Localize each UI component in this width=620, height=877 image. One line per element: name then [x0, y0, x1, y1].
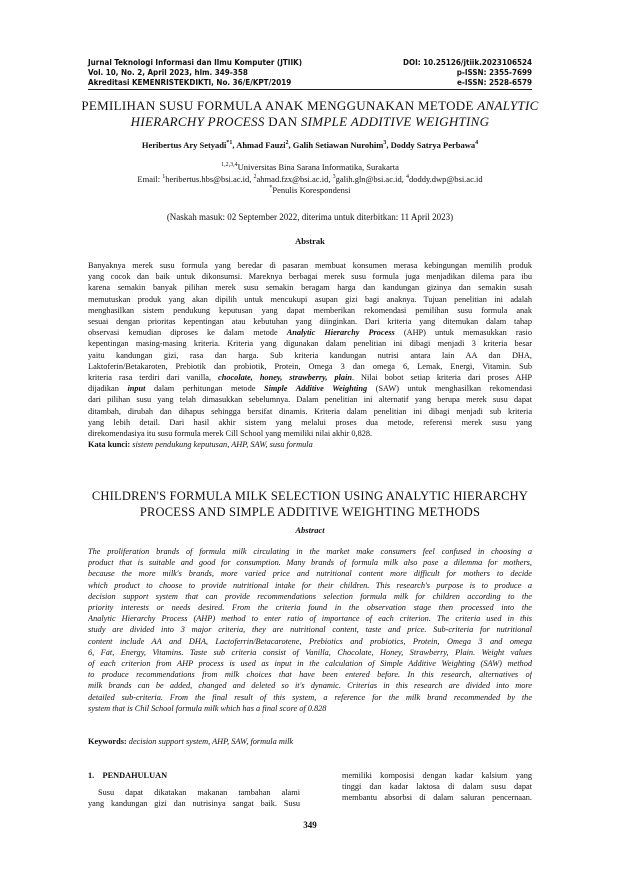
abstrak-line: Laktoferin/Betakaroten, Prebiotik dan probiotik, Protein, Omega 3 dan omega 6, Lemak, Energi, Vitamin. Sub [88, 361, 532, 371]
intro-line: membantu absorbsi di dalam saluran pencernaan. [342, 793, 532, 803]
journal-eissn: e-ISSN: 2528-6579 [456, 78, 532, 87]
abstrak-line: kriteria rasa terdiri dari vanilla, chocolate, honey, strawberry, plain. Nilai bobot setiap kriteria dari proses AHP [88, 373, 532, 383]
corresponding-text: Penulis Korespondensi [272, 184, 351, 195]
author-name: Doddy Satrya Perbawa [390, 140, 476, 150]
intro-line: tinggi dan kadar laktosa di dalam susu dapat [342, 782, 532, 792]
intro-heading-num: 1. [88, 771, 95, 780]
author-name: Galih Setiawan Nurohim [292, 140, 384, 150]
keywords-text: decision support system, AHP, SAW, formula milk [128, 737, 294, 746]
abstrak-line: dari pilihan susu yang telah dimasukkan sebelumnya. Dalam penelitian ini alternatif yang berupa merek susu dapat [88, 395, 532, 405]
abstrak-line: direkomendasiya itu susu formula merek Cill School yang memiliki nilai akhir 0,828. [88, 429, 373, 439]
abstrak-line: dijadikan input dalam perhitungan metode Simple Additive Weighting (SAW) untuk menghasilkan rekomendasi [88, 384, 532, 394]
abstrak-heading: Abstrak [295, 236, 325, 246]
email-sup: 3 [332, 174, 336, 180]
abstract-line: content include AA and DHA, Lactoferrin/Betacarotene, Prebiotics and probiotics, Protein, Omega 3 and omega [88, 636, 532, 646]
journal-header-right [403, 58, 532, 88]
author-list: Heribertus Ary Setyadi$^{*1}$, Ahmad Fauzi$^2$, Galih Setiawan Nurohim$^3$, Doddy Satrya Perbawa$^4$ [141, 140, 479, 150]
journal-pissn: p-ISSN: 2355-7699 [456, 68, 532, 77]
abstract-line: because the more milk's brands, more varied price and nutritional content more difficult for mothers to decide [88, 569, 532, 579]
abstrak-line: karena semakin banyak pilihan merek susu semakin beragam harga dan kandungan gizinya dan semakin susah [88, 283, 532, 293]
abstrak-line: ditambah, dirubah dan dihapus sehingga bersifat dinamis. Kriteria dalam penelitian ini dibagi menjadi sub kriteria [88, 406, 532, 416]
kata-kunci-text: sistem pendukung keputusan, AHP, SAW, susu formula [132, 440, 313, 449]
author-email: doddy.dwp@bsi.ac.id [408, 173, 483, 184]
author-sup: 4 [475, 140, 479, 147]
abstract-line: 6, Fat, Energy, Vitamins. Taste sub criteria consist of Vanilla, Chocolate, Honey, Strawberry, Plain. Weight values [88, 647, 532, 657]
abstrak-line: Banyaknya merek susu formula yang beredar di pasaran membuat konsumen merasa kebingungan memilih produk [88, 261, 532, 270]
abstract-line: to produce recommendations from milk choices that have been entered before. In this research, alternatives of [88, 670, 532, 680]
title-id-line1: PEMILIHAN SUSU FORMULA ANAK MENGGUNAKAN METODE [81, 98, 478, 113]
email-sup: 1 [162, 174, 166, 180]
title-id-line2-italic-b: SIMPLE ADDITIVE WEIGHTING [300, 114, 490, 129]
abstrak-line: observasi kemudian diproses ke dalam metode Analytic Hierarchy Process (AHP) untuk memasukkan rasio [88, 328, 532, 338]
journal-doi: DOI: 10.25126/jtiik.2023106524 [402, 58, 532, 67]
abstract-line: decision support system that can provide recommendations selection formula milk for children according to the [88, 591, 532, 601]
abstract-line: Analytic Hierarchy Process (AHP) method to enter ratio of importance of each criterion. The criteria used in this [88, 614, 532, 624]
abstrak-line: yaitu kandungan gizi, rasa dan harga. Sub kriteria kandungan nutrisi antara lain AA dan DHA, [88, 350, 532, 360]
journal-header-left [88, 58, 302, 88]
intro-left-column [88, 770, 300, 810]
corresponding-sup: * [269, 185, 273, 191]
abstrak-line: memutuskan produk yang akan dipilih untuk mencukupi asupan gizi bagi anaknya. Tujuan penelitian ini adalah [88, 294, 532, 304]
email-prefix: Email: [137, 173, 163, 184]
kata-kunci [88, 440, 313, 449]
author-sup: *1 [226, 140, 233, 147]
author-email: heribertus.hbs@bsi.ac.id [165, 173, 250, 184]
header-divider [88, 89, 532, 90]
abstract-line: detailed sub-criteria. From the final result of this system, a reference for the milk brand recommended by the [88, 692, 532, 702]
abstrak-line: sesuai dengan prioritas kepentingan atau kebutuhan yang diinginkan. Dari kriteria yang ditemukan dalam tahap [88, 317, 532, 327]
title-id-line1-italic: ANALYTIC [477, 98, 539, 113]
abstract-line: study are divided into 3 major criteria, they are nutritional content, taste and price. Sub-criteria for nutritional [88, 625, 532, 635]
intro-line: memiliki komposisi dengan kadar kalsium yang [342, 771, 532, 780]
author-email: ahmad.fzx@bsi.ac.id [256, 173, 329, 184]
abstract-heading: Abstract [295, 525, 325, 535]
paper-title-id [70, 98, 550, 130]
author-sup: 3 [383, 140, 387, 147]
keywords-label: Keywords: [88, 737, 129, 746]
title-en-line1: CHILDREN'S FORMULA MILK SELECTION USING ANALYTIC HIERARCHY [91, 489, 529, 503]
abstrak-body [88, 260, 532, 439]
affiliation-text: Universitas Bina Sarana Informatika, Surakarta [237, 161, 399, 172]
abstract-line: priority interests or needs desired. From the criteria found in the observation stage then processed into the [88, 603, 532, 613]
abstract-line: milk brands can be added, changed and deleted so it's dynamic. Criterias in this research are divided into more [88, 681, 532, 691]
received-date: (Naskah masuk: 02 September 2022, diterima untuk diterbitkan: 11 April 2023) [166, 212, 454, 222]
paper-title-en [70, 488, 550, 520]
keywords [88, 737, 293, 746]
abstrak-line: yang lebih detail. Dari hasil akhir sistem yang melalui proses dua metode, referensi merek susu yang [88, 417, 532, 427]
abstract-line: product that is suitable and good for consumption. Many brands of formula milk also pose a dilemma for mothers, [88, 558, 532, 568]
abstract-line: which product to choose to provide nutritional intake for their children. This research's purpose is to produce a [88, 580, 532, 590]
journal-volume: Vol. 10, No. 2, April 2023, hlm. 349-358 [88, 68, 248, 77]
journal-name: Jurnal Teknologi Informasi dan Ilmu Komputer (JTIIK) [88, 58, 302, 67]
intro-line: Susu dapat dikatakan makanan tambahan alami [98, 788, 300, 798]
abstrak-line: kepentingan masing-masing kriteria. Kriteria yang digunakan dalam penelitian ini dibagi menjadi 3 kriteria besar [88, 339, 532, 349]
title-id-line2: DAN [264, 114, 301, 129]
intro-right-column [342, 770, 532, 804]
title-id-line2-italic-a: HIERARCHY PROCESS [130, 114, 265, 129]
abstrak-line: yang cocok dan baik untuk dikonsumsi. Mareknya berbagai merek susu formula juga menjadikan dilema para ibu [88, 272, 532, 282]
title-en-line2: PROCESS AND SIMPLE ADDITIVE WEIGHTING METHODS [139, 505, 481, 519]
author-sup: 2 [285, 140, 289, 147]
email-line: Email: $^1$heribertus.hbs@bsi.ac.id, $^2$ahmad.fzx@bsi.ac.id, $^3$galih.gln@bsi.ac.id, $^4$doddy.dwp@bsi.ac.id [137, 173, 483, 184]
corresponding-author [70, 183, 550, 196]
affiliation-sup: 1,2,3,4 [221, 162, 238, 168]
author-name: Heribertus Ary Setyadi [141, 140, 227, 150]
intro-line: yang kandungan gizi dan nutrisinya sangat baik. Susu [88, 799, 300, 809]
intro-heading [88, 770, 300, 781]
kata-kunci-label: Kata kunci: [88, 440, 133, 449]
author-name: Ahmad Fauzi [236, 140, 286, 150]
journal-accreditation: Akreditasi KEMENRISTEKDIKTI, No. 36/E/KPT/2019 [88, 78, 292, 87]
page-number: 349 [303, 820, 317, 830]
affiliation [70, 160, 550, 173]
abstract-line: of each criterion from AHP process is used as input in the calculation of Simple Additive Weighting (SAW) method [88, 659, 532, 669]
abstract-line: system that is Chil School formula milk which has a final score of 0.828 [88, 703, 327, 713]
abstrak-line: menghasilkan sistem pendukung keputusan yang dapat memberikan rekomendasi pemilihan susu formula anak [88, 305, 532, 315]
email-sup: 4 [405, 174, 409, 180]
email-sup: 2 [253, 174, 257, 180]
abstract-body [88, 546, 532, 714]
author-email: galih.gln@bsi.ac.id [335, 173, 402, 184]
intro-heading-text: PENDAHULUAN [102, 771, 168, 780]
abstract-line: The proliferation brands of formula milk circulating in the market make consumers feel confused in choosing a [88, 547, 532, 556]
